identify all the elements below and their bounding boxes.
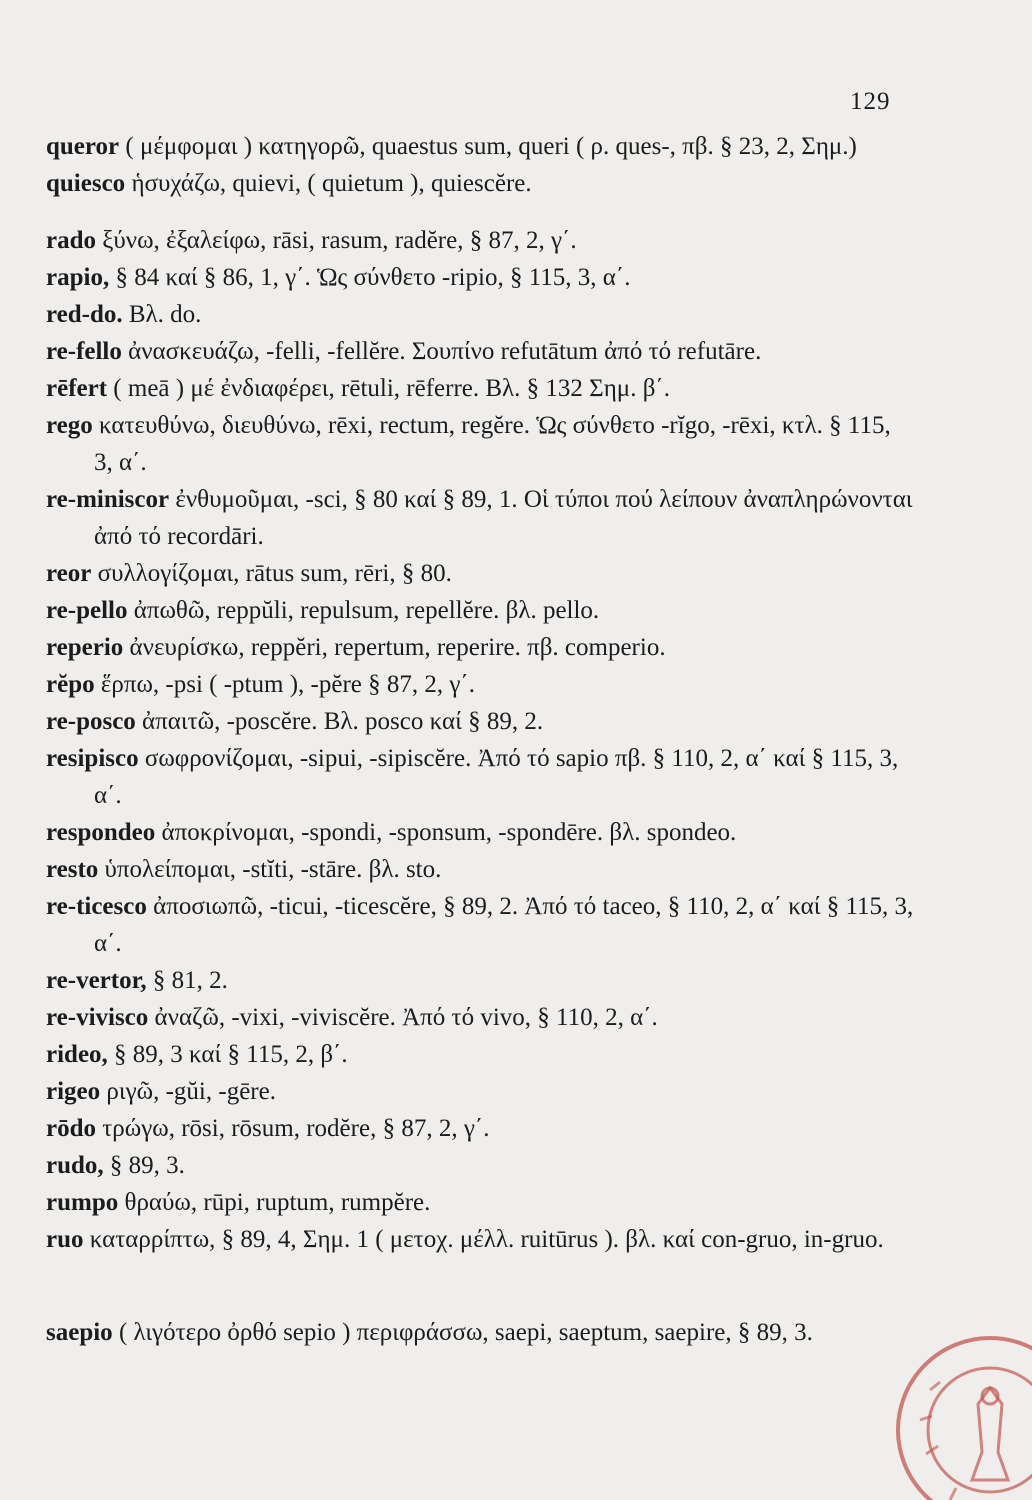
entry-head: rapio, <box>46 264 110 291</box>
entry-text: ἀποκρίνομαι, -spondi, -sponsum, -spondēre. βλ. spondeo. <box>155 819 737 846</box>
entry-head: rēfert <box>46 375 108 402</box>
entry-rumpo <box>46 1184 914 1221</box>
entry-re-pello <box>46 592 914 629</box>
entry-ruo <box>46 1221 914 1258</box>
entry-rado <box>46 222 914 259</box>
entry-text: τρώγω, rōsi, rōsum, rodĕre, § 87, 2, γ΄. <box>96 1115 490 1142</box>
entry-head: quiesco <box>46 170 126 197</box>
entry-refert <box>46 370 914 407</box>
entry-text: ἀποσιωπῶ, -ticui, -ticescĕre, § 89, 2. Ἀπό τό taceo, § 110, 2, α΄ καί § 115, 3, α΄. <box>94 893 914 957</box>
page-number: 129 <box>850 88 891 115</box>
entry-head: re-pello <box>46 597 128 624</box>
entry-re-vertor <box>46 962 914 999</box>
entry-text: ἀνασκευάζω, -felli, -fellĕre. Σουπίνο refutātum ἀπό τό refutāre. <box>121 338 762 365</box>
entry-rego <box>46 407 914 481</box>
entry-head: rudo, <box>46 1152 104 1179</box>
entry-text: ἕρπω, -psi ( -ptum ), -pĕre § 87, 2, γ΄. <box>94 671 475 698</box>
entry-head: rumpo <box>46 1189 119 1216</box>
entry-rudo <box>46 1147 914 1184</box>
entry-text: ἀπαιτῶ, -poscĕre. Βλ. posco καί § 89, 2. <box>135 708 544 735</box>
entry-red-do <box>46 296 914 333</box>
entry-re-posco <box>46 703 914 740</box>
entry-re-fello <box>46 333 914 370</box>
entry-text: § 89, 3. <box>103 1152 185 1179</box>
entry-text: θραύω, rūpi, ruptum, rumpĕre. <box>118 1189 431 1216</box>
entry-head: red-do. <box>46 301 123 328</box>
entry-text: ξύνω, ἐξαλείφω, rāsi, rasum, radĕre, § 87, 2, γ΄. <box>96 227 577 254</box>
entry-text: § 84 καί § 86, 1, γ΄. Ὡς σύνθετο -ripio, § 115, 3, α΄. <box>109 264 631 291</box>
entry-rodo <box>46 1110 914 1147</box>
library-stamp-icon <box>890 1330 1032 1500</box>
entry-head: saepio <box>46 1319 113 1346</box>
entry-text: ἀναζῶ, -vixi, -viviscĕre. Ἀπό τό vivo, § 110, 2, α΄. <box>148 1004 658 1031</box>
entry-text: ὑπολείπομαι, -stĭti, -stāre. βλ. sto. <box>98 856 442 883</box>
entry-reor <box>46 555 914 592</box>
entry-head: re-posco <box>46 708 136 735</box>
entry-text: ἀπωθῶ, reppŭli, repulsum, repellĕre. βλ. pello. <box>127 597 600 624</box>
entry-head: rĕpo <box>46 671 95 698</box>
entry-text: σωφρονίζομαι, -sipui, -sipiscĕre. Ἀπό τό sapio πβ. § 110, 2, α΄ καί § 115, 3, α΄. <box>94 745 899 809</box>
entry-head: rideo, <box>46 1041 108 1068</box>
entry-head: re-fello <box>46 338 122 365</box>
entry-head: reperio <box>46 634 124 661</box>
entry-text: ριγῶ, -gŭi, -gēre. <box>100 1078 276 1105</box>
entry-respondeo <box>46 814 914 851</box>
entry-head: re-vertor, <box>46 967 147 994</box>
entry-rapio <box>46 259 914 296</box>
entry-head: re-vivisco <box>46 1004 149 1031</box>
entry-rigeo <box>46 1073 914 1110</box>
entry-resto <box>46 851 914 888</box>
entry-re-ticesco <box>46 888 914 962</box>
entry-text: ( μέμφομαι ) κατηγορῶ, quaestus sum, queri ( ρ. ques-, πβ. § 23, 2, Σημ.) <box>119 133 857 160</box>
entry-text: Βλ. do. <box>122 301 202 328</box>
entry-text: § 89, 3 καί § 115, 2, β΄. <box>107 1041 348 1068</box>
entry-head: resipisco <box>46 745 139 772</box>
entry-head: resto <box>46 856 99 883</box>
entry-text: ἀνευρίσκω, reppĕri, repertum, reperire. πβ. comperio. <box>123 634 666 661</box>
entry-head: rego <box>46 412 93 439</box>
dictionary-entries <box>46 128 914 1351</box>
entry-saepio <box>46 1314 914 1351</box>
entry-head: respondeo <box>46 819 156 846</box>
entry-head: re-ticesco <box>46 893 147 920</box>
entry-text: κατευθύνω, διευθύνω, rēxi, rectum, regĕre. Ὡς σύνθετο -rĭgo, -rēxi, κτλ. § 115, 3, α΄. <box>92 412 891 476</box>
entry-head: rigeo <box>46 1078 101 1105</box>
entry-rideo <box>46 1036 914 1073</box>
entry-text: συλλογίζομαι, rātus sum, rēri, § 80. <box>91 560 452 587</box>
entry-text: § 81, 2. <box>146 967 228 994</box>
entry-head: queror <box>46 133 120 160</box>
entry-queror <box>46 128 914 165</box>
entry-head: re-miniscor <box>46 486 170 513</box>
entry-head: reor <box>46 560 92 587</box>
entry-head: ruo <box>46 1226 84 1253</box>
entry-text: ( meā ) μέ ἐνδιαφέρει, rētuli, rēferre. Βλ. § 132 Σημ. β΄. <box>107 375 670 402</box>
entry-text: ἡσυχάζω, quievi, ( quietum ), quiescĕre. <box>125 170 532 197</box>
entry-head: rado <box>46 227 96 254</box>
entry-reperio <box>46 629 914 666</box>
entry-repo <box>46 666 914 703</box>
entry-re-vivisco <box>46 999 914 1036</box>
entry-resipisco <box>46 740 914 814</box>
entry-head: rōdo <box>46 1115 96 1142</box>
entry-text: καταρρίπτω, § 89, 4, Σημ. 1 ( μετοχ. μέλλ. ruitūrus ). βλ. καί con-gruo, in-gruo. <box>83 1226 884 1253</box>
entry-re-miniscor <box>46 481 914 555</box>
entry-text: ( λιγότερο ὀρθό sepio ) περιφράσσω, saepi, saeptum, saepire, § 89, 3. <box>112 1319 813 1346</box>
entry-text: ἐνθυμοῦμαι, -sci, § 80 καί § 89, 1. Οἱ τύποι πού λείπουν ἀναπληρώνονται ἀπό τό recordāri. <box>94 486 913 550</box>
entry-quiesco <box>46 165 914 202</box>
